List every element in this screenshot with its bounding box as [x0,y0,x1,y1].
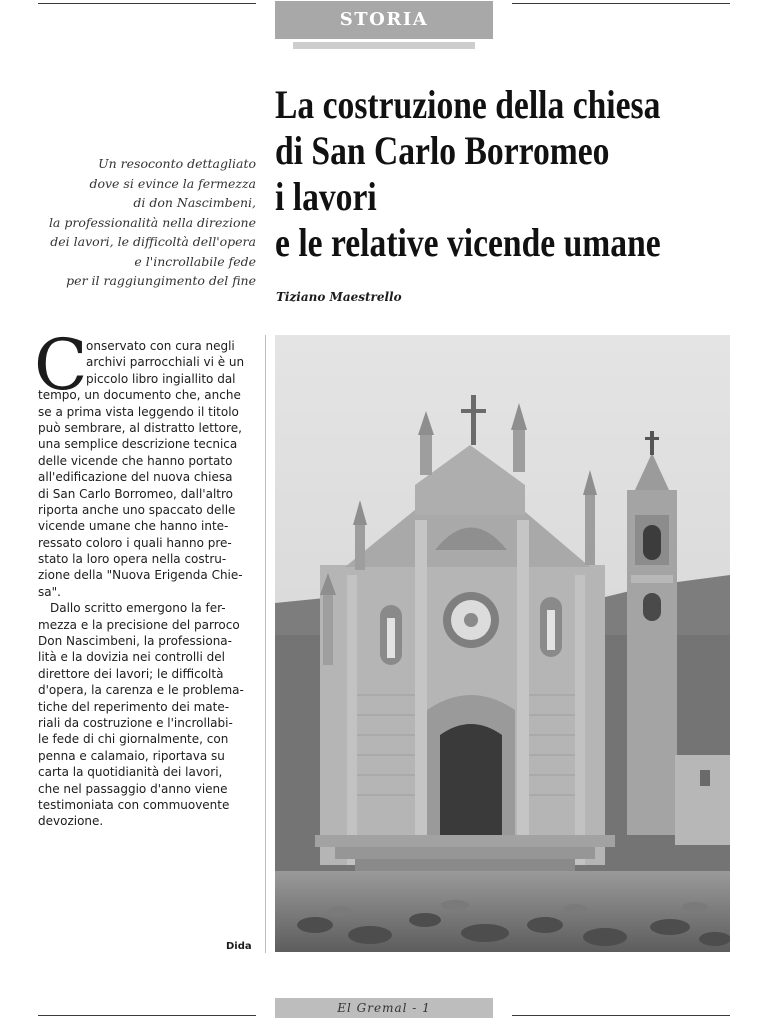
body-line: le fede di chi giornalmente, con [38,732,229,747]
footer-page-label: El Gremal - 1 [275,998,493,1018]
subhead-line: dove si evince la fermezza [89,175,256,191]
body-line: stato la loro opera nella costru- [38,552,227,567]
body-line: zione della "Nuova Erigenda Chie- [38,568,243,583]
body-line: se a prima vista leggendo il titolo [38,404,239,419]
subhead-line: e l'incrollabile fede [134,253,256,269]
bottom-left-rule [38,1015,256,1016]
body-line: d'opera, la carenza e le problema- [38,683,244,698]
subhead-line: di don Nascimbeni, [133,195,256,210]
body-line: sa". [38,584,61,599]
body-line: tiche del reperimento dei mate- [38,699,230,714]
column-divider [265,335,266,953]
top-right-rule [512,3,730,4]
body-line: onservato con cura negli [86,339,235,353]
article-body [34,324,256,830]
body-line: che nel passaggio d'anno viene [38,781,228,796]
body-line: una semplice descrizione tecnica [38,437,238,452]
body-line: penna e calamaio, riportava su [38,748,225,763]
article-subhead [28,154,256,291]
subhead-line: la professionalità nella direzione [48,214,256,230]
headline-line-1: La costruzione della chiesa [275,82,661,127]
body-line: può sembrare, al distratto lettore, [38,420,242,435]
subhead-line: Un resoconto dettagliato [98,156,256,171]
body-line: direttore dei lavori; le difficoltà [38,666,224,681]
body-line: tempo, un documento che, anche [38,388,241,403]
subhead-line: dei lavori, le difficoltà dell'opera [50,234,256,249]
article-headline [275,82,670,266]
church-photo-illustration [275,335,730,952]
body-line: riali da costruzione e l'incrollabi- [38,715,233,730]
section-underline-bar [293,42,475,49]
section-label: STORIA [275,1,493,39]
body-line: archivi parrocchiali vi è un [86,355,245,370]
body-line: Don Nascimbeni, la professiona- [38,634,232,649]
body-line: riporta anche uno spaccato delle [38,502,236,517]
top-left-rule [38,3,256,4]
body-line: ressato coloro i quali hanno pre- [38,535,232,550]
subhead-line: per il raggiungimento del fine [66,273,256,288]
headline-line-3: i lavori [275,174,377,219]
body-line: delle vicende che hanno portato [38,453,233,468]
church-photo [275,335,730,952]
headline-line-2: di San Carlo Borromeo [275,128,610,173]
author-byline: Tiziano Maestrello [276,290,402,304]
body-line: testimoniata con commuovente [38,797,230,812]
body-line: carta la quotidianità dei lavori, [38,765,223,780]
body-line: mezza e la precisione del parroco [38,617,240,632]
body-line: Dallo scritto emergono la fer- [50,601,226,616]
body-line: lità e la dovizia nei controlli del [38,650,225,665]
bottom-right-rule [512,1015,730,1016]
body-line: all'edificazione del nuova chiesa [38,470,233,485]
body-line: vicende umane che hanno inte- [38,519,229,534]
body-line: di San Carlo Borromeo, dall'altro [38,486,234,501]
headline-line-4: e le relative vicende umane [275,220,661,265]
body-line: piccolo libro ingiallito dal [86,371,236,386]
drop-cap: C [34,324,88,406]
body-line: devozione. [38,814,104,829]
photo-caption: Dida [226,941,252,952]
